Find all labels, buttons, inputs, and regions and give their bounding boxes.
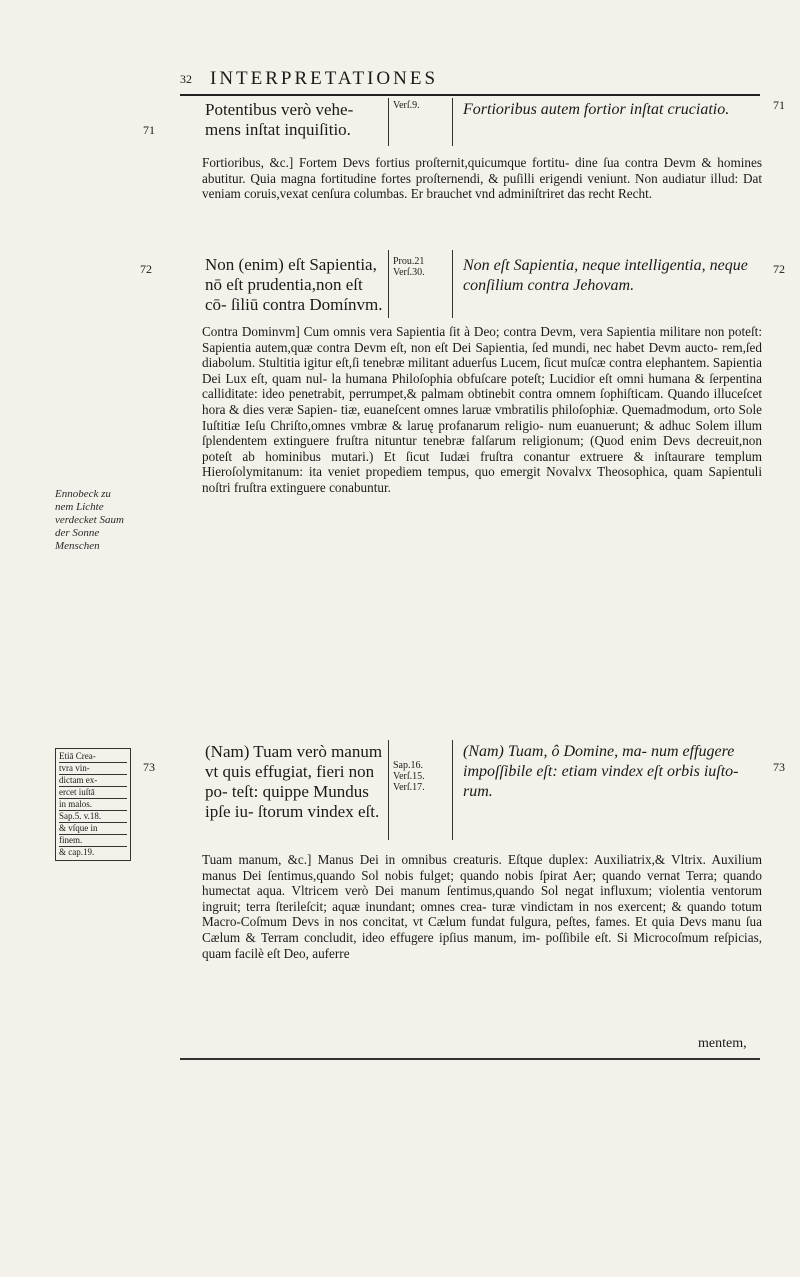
commentary: Fortioribus, &c.] Fortem Devs fortius proſternit,quicumque fortitu- dine ſua contra Devm & homines abutitur. Quia magna fortitudine fortes proſternendi, & puſilli erigendi veniunt. Non audiatur illud: Dat veniam coruis,vexat cenſura columbas. Er brauchet vnd adminiſtriret das recht Recht.	[202, 155, 762, 202]
page-header	[180, 68, 760, 96]
verse-latin: Potentibus verò vehe- mens inſtat inquiſitio.	[205, 100, 354, 139]
verse-reference: Prou.21 Verſ.30.	[393, 256, 425, 278]
gloss-line: & cap.19.	[59, 847, 95, 857]
verse-number-right: 71	[773, 98, 785, 112]
verse-number-right: 73	[773, 760, 785, 774]
verse-vernacular: (Nam) Tuam, ô Domine, ma- num effugere impoſſibile eſt: etiam vindex eſt orbis iuſto- rum.	[463, 743, 739, 800]
gloss-line: Sap.5. v.18.	[59, 811, 127, 823]
verse-reference: Verſ.9.	[393, 100, 420, 111]
page-number: 32	[180, 72, 192, 86]
verse-number-right: 72	[773, 262, 785, 276]
gloss-line: ercet iuſtā	[59, 787, 127, 799]
verse-reference: Sap.16. Verſ.15. Verſ.17.	[393, 760, 425, 793]
running-title: INTERPRETATIONES	[210, 68, 439, 89]
gloss-line: finem.	[59, 835, 127, 847]
column-divider	[452, 250, 453, 318]
verse-number-left: 71	[143, 123, 155, 137]
column-divider	[388, 98, 389, 146]
column-divider	[388, 740, 389, 840]
gloss-line: in malos.	[59, 799, 127, 811]
verse-number-left: 73	[143, 760, 155, 774]
bottom-rule	[180, 1058, 760, 1060]
column-divider	[452, 98, 453, 146]
verse-vernacular: Fortioribus autem fortior inſtat cruciatio.	[463, 101, 730, 118]
gloss-title: Etiā Crea-	[59, 751, 127, 763]
column-divider	[388, 250, 389, 318]
gloss-line: dictam ex-	[59, 775, 127, 787]
catchword: mentem,	[698, 1036, 747, 1051]
margin-gloss	[55, 748, 131, 861]
gloss-line: tvra vin-	[59, 763, 127, 775]
verse-latin: (Nam) Tuam verò manum vt quis effugiat, fieri non po- teſt: quippe Mundus ipſe iu- ſtorum vindex eſt.	[205, 742, 383, 821]
gloss-line: & vſque in	[59, 823, 127, 835]
verse-number-left: 72	[140, 262, 152, 276]
handwritten-note: Ennobeck zu nem Lichte verdecket Saum der Sonne Menschen	[55, 488, 124, 552]
column-divider	[452, 740, 453, 840]
verse-latin: Non (enim) eſt Sapientia, nō eſt prudentia,non eſt cō- ſiliū contra Domínvm.	[205, 255, 383, 314]
commentary: Tuam manum, &c.] Manus Dei in omnibus creaturis. Eſtque duplex: Auxiliatrix,& Vltrix. Auxilium manus Dei ſentimus,quando Sol nobis fulget; quando nobis ſpirat Aer; quando vernat Terra; quando humectat aqua. Vltricem verò Dei manum ſentimus,quando Sol negat influxum; violentia ventorum ingruit; terra ſterileſcit; aquæ inundant; omnes crea- turæ vindictam in nos exercent; & quando totum Macro-Coſmum Devs in nos concitat, vt Cælum fundat fulgura, peſtes, fames. Et quia Devs manu ſua Cælum & Terram concludit, ideo effugere ipſius manum, im- poſſibile eſt. Si Microcoſmum reſpicias, quam facilè eſt Deo, auferre	[202, 852, 762, 961]
commentary: Contra Dominvm] Cum omnis vera Sapientia ſit à Deo; contra Devm, vera Sapientia militare non poteſt: Sapientia autem,quæ contra Devm eſt, non eſt Dei Sapientia, ſed mundi, nec habet Devm aucto- rem,ſed diabolum. Stultitia igitur eſt,ſi tenebræ militant aduerſus Lucem, ſicut muſcæ contra elephantem. Sapientia Dei Lux eſt, quam nul- la humana Philoſophia obfuſcare poteſt; Lucidior eſt omni humana & ſerpentina calliditate: ideo penetrabit, perrumpet,& palmam obtinebit contra omnem ſophiſticam. Quando illuceſcet hora & dies veræ Sapien- tiæ, euaneſcent omnes laruæ vmbratilis philoſophiæ. Quemadmodum, orto Sole Iuſtitiæ Ieſu Chriſto,omnes vmbræ & laruę profanarum religio- num euanuerunt; & adhuc Solem illum ſplendentem extinguere fruſtra nituntur tenebræ falſarum religionum; (Quod enim Devs decreuit,non poteſt ab hominibus mutari.) Et ſicut Iudæi fruſtra conantur extruere & inſtaurare templum Hieroſolymitanum: ita veniet propediem tempus, quo emergit Novalvx Theosophica, quam Sapientuli noſtri fruſtra extinguere conabuntur.	[202, 324, 762, 495]
verse-vernacular: Non eſt Sapientia, neque intelligentia, neque conſilium contra Jehovam.	[463, 257, 748, 294]
